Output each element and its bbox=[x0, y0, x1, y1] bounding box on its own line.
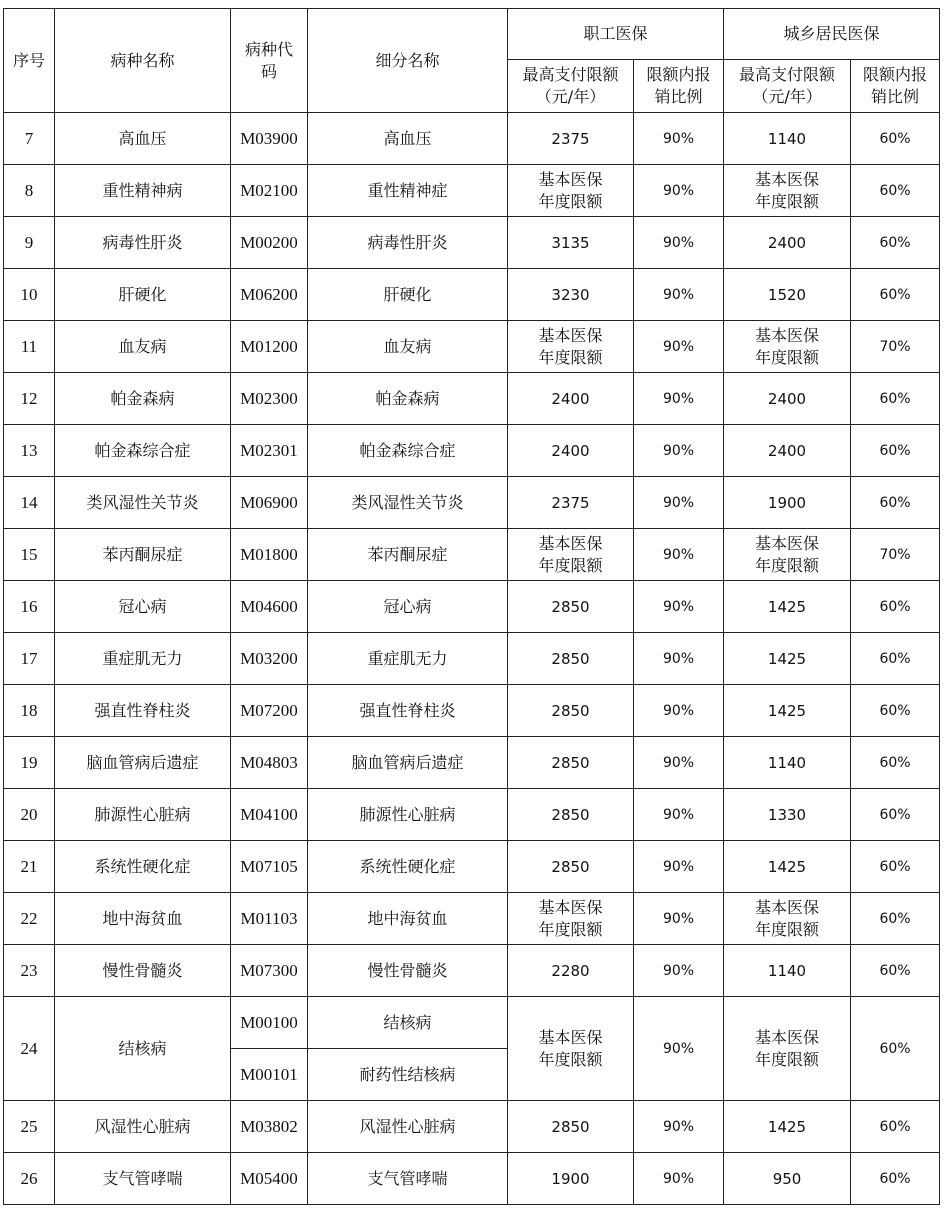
cell-seq: 9 bbox=[4, 217, 55, 269]
cell-sub-name: 风湿性心脏病 bbox=[308, 1101, 508, 1153]
cell-sub-name: 高血压 bbox=[308, 113, 508, 165]
cell-seq: 12 bbox=[4, 373, 55, 425]
table-row bbox=[4, 893, 940, 945]
cell-resident-limit: 2400 bbox=[724, 425, 851, 477]
table-row bbox=[4, 945, 940, 997]
cell-seq: 26 bbox=[4, 1153, 55, 1205]
cell-employee-ratio: 90% bbox=[634, 217, 724, 269]
cell-employee-limit: 基本医保年度限额 bbox=[508, 321, 634, 373]
cell-sub-name: 耐药性结核病 bbox=[308, 1049, 508, 1101]
cell-employee-limit: 2850 bbox=[508, 581, 634, 633]
cell-sub-name: 强直性脊柱炎 bbox=[308, 685, 508, 737]
cell-resident-ratio: 70% bbox=[851, 321, 940, 373]
cell-employee-limit: 3230 bbox=[508, 269, 634, 321]
cell-employee-ratio: 90% bbox=[634, 477, 724, 529]
cell-employee-limit: 2850 bbox=[508, 789, 634, 841]
cell-resident-ratio: 60% bbox=[851, 113, 940, 165]
table-row bbox=[4, 581, 940, 633]
header-resident-ratio: 限额内报销比例 bbox=[851, 60, 940, 113]
cell-disease-name: 帕金森病 bbox=[55, 373, 231, 425]
cell-seq: 20 bbox=[4, 789, 55, 841]
cell-resident-ratio: 60% bbox=[851, 217, 940, 269]
cell-resident-limit: 基本医保年度限额 bbox=[724, 165, 851, 217]
cell-sub-name: 肝硬化 bbox=[308, 269, 508, 321]
cell-resident-limit: 1140 bbox=[724, 113, 851, 165]
cell-disease-name: 冠心病 bbox=[55, 581, 231, 633]
cell-resident-limit: 1140 bbox=[724, 945, 851, 997]
cell-resident-limit: 1425 bbox=[724, 633, 851, 685]
cell-sub-name: 结核病 bbox=[308, 997, 508, 1049]
cell-employee-ratio: 90% bbox=[634, 425, 724, 477]
cell-seq: 25 bbox=[4, 1101, 55, 1153]
header-seq: 序号 bbox=[4, 9, 55, 113]
table-row bbox=[4, 633, 940, 685]
cell-employee-ratio: 90% bbox=[634, 321, 724, 373]
cell-employee-ratio: 90% bbox=[634, 529, 724, 581]
cell-seq: 14 bbox=[4, 477, 55, 529]
cell-sub-name: 肺源性心脏病 bbox=[308, 789, 508, 841]
cell-disease-code: M01200 bbox=[231, 321, 308, 373]
cell-employee-limit: 2400 bbox=[508, 425, 634, 477]
cell-employee-ratio: 90% bbox=[634, 165, 724, 217]
header-employee-insurance: 职工医保 bbox=[508, 9, 724, 60]
cell-disease-name: 肺源性心脏病 bbox=[55, 789, 231, 841]
cell-disease-name: 帕金森综合症 bbox=[55, 425, 231, 477]
table-row bbox=[4, 789, 940, 841]
cell-disease-code: M00200 bbox=[231, 217, 308, 269]
cell-disease-name: 苯丙酮尿症 bbox=[55, 529, 231, 581]
cell-sub-name: 血友病 bbox=[308, 321, 508, 373]
cell-disease-name: 支气管哮喘 bbox=[55, 1153, 231, 1205]
table-row bbox=[4, 373, 940, 425]
cell-resident-limit: 1900 bbox=[724, 477, 851, 529]
table-row bbox=[4, 477, 940, 529]
cell-employee-limit: 2280 bbox=[508, 945, 634, 997]
cell-sub-name: 支气管哮喘 bbox=[308, 1153, 508, 1205]
cell-employee-ratio: 90% bbox=[634, 269, 724, 321]
header-resident-max-limit: 最高支付限额（元/年） bbox=[724, 60, 851, 113]
cell-resident-limit: 2400 bbox=[724, 217, 851, 269]
cell-seq: 13 bbox=[4, 425, 55, 477]
cell-disease-name: 重性精神病 bbox=[55, 165, 231, 217]
cell-resident-limit: 2400 bbox=[724, 373, 851, 425]
cell-resident-limit: 1425 bbox=[724, 841, 851, 893]
cell-disease-name: 重症肌无力 bbox=[55, 633, 231, 685]
cell-sub-name: 类风湿性关节炎 bbox=[308, 477, 508, 529]
cell-employee-ratio: 90% bbox=[634, 373, 724, 425]
cell-sub-name: 苯丙酮尿症 bbox=[308, 529, 508, 581]
cell-resident-limit: 1140 bbox=[724, 737, 851, 789]
cell-resident-limit: 1520 bbox=[724, 269, 851, 321]
table-row bbox=[4, 1153, 940, 1205]
cell-resident-ratio: 60% bbox=[851, 633, 940, 685]
cell-employee-limit: 2375 bbox=[508, 113, 634, 165]
table-row bbox=[4, 113, 940, 165]
header-disease-code: 病种代码 bbox=[231, 9, 308, 113]
cell-employee-limit: 3135 bbox=[508, 217, 634, 269]
cell-disease-code: M03200 bbox=[231, 633, 308, 685]
cell-disease-code: M00101 bbox=[231, 1049, 308, 1101]
cell-employee-ratio: 90% bbox=[634, 1101, 724, 1153]
cell-seq: 11 bbox=[4, 321, 55, 373]
cell-employee-ratio: 90% bbox=[634, 685, 724, 737]
cell-resident-ratio: 60% bbox=[851, 997, 940, 1101]
table-row bbox=[4, 685, 940, 737]
cell-resident-ratio: 60% bbox=[851, 425, 940, 477]
cell-disease-code: M07300 bbox=[231, 945, 308, 997]
cell-employee-limit: 基本医保年度限额 bbox=[508, 529, 634, 581]
cell-employee-limit: 2400 bbox=[508, 373, 634, 425]
cell-employee-ratio: 90% bbox=[634, 633, 724, 685]
cell-seq: 21 bbox=[4, 841, 55, 893]
cell-resident-limit: 基本医保年度限额 bbox=[724, 997, 851, 1101]
cell-seq: 16 bbox=[4, 581, 55, 633]
cell-resident-ratio: 60% bbox=[851, 841, 940, 893]
cell-resident-limit: 1425 bbox=[724, 1101, 851, 1153]
cell-resident-ratio: 60% bbox=[851, 789, 940, 841]
cell-employee-limit: 1900 bbox=[508, 1153, 634, 1205]
table-header bbox=[4, 9, 940, 113]
cell-disease-name: 系统性硬化症 bbox=[55, 841, 231, 893]
cell-employee-limit: 2850 bbox=[508, 685, 634, 737]
cell-sub-name: 脑血管病后遗症 bbox=[308, 737, 508, 789]
cell-disease-name: 强直性脊柱炎 bbox=[55, 685, 231, 737]
cell-disease-code: M02301 bbox=[231, 425, 308, 477]
table-row bbox=[4, 997, 940, 1049]
cell-employee-limit: 2850 bbox=[508, 1101, 634, 1153]
cell-disease-name: 地中海贫血 bbox=[55, 893, 231, 945]
cell-disease-name: 慢性骨髓炎 bbox=[55, 945, 231, 997]
header-employee-ratio: 限额内报销比例 bbox=[634, 60, 724, 113]
cell-employee-ratio: 90% bbox=[634, 945, 724, 997]
cell-employee-ratio: 90% bbox=[634, 113, 724, 165]
cell-resident-limit: 基本医保年度限额 bbox=[724, 529, 851, 581]
cell-disease-name: 肝硬化 bbox=[55, 269, 231, 321]
insurance-disease-table bbox=[3, 8, 940, 1205]
cell-seq: 18 bbox=[4, 685, 55, 737]
cell-seq: 7 bbox=[4, 113, 55, 165]
cell-employee-ratio: 90% bbox=[634, 789, 724, 841]
cell-disease-code: M06200 bbox=[231, 269, 308, 321]
table-row bbox=[4, 217, 940, 269]
cell-seq: 24 bbox=[4, 997, 55, 1101]
cell-resident-ratio: 60% bbox=[851, 685, 940, 737]
cell-sub-name: 病毒性肝炎 bbox=[308, 217, 508, 269]
table-row bbox=[4, 321, 940, 373]
cell-disease-code: M04600 bbox=[231, 581, 308, 633]
cell-resident-limit: 1425 bbox=[724, 685, 851, 737]
table-row bbox=[4, 269, 940, 321]
header-disease-name: 病种名称 bbox=[55, 9, 231, 113]
cell-disease-code: M07200 bbox=[231, 685, 308, 737]
cell-seq: 8 bbox=[4, 165, 55, 217]
cell-employee-limit: 2375 bbox=[508, 477, 634, 529]
cell-disease-code: M01800 bbox=[231, 529, 308, 581]
cell-disease-code: M02300 bbox=[231, 373, 308, 425]
table-row bbox=[4, 1101, 940, 1153]
header-sub-name: 细分名称 bbox=[308, 9, 508, 113]
cell-employee-limit: 2850 bbox=[508, 737, 634, 789]
cell-seq: 22 bbox=[4, 893, 55, 945]
cell-disease-code: M05400 bbox=[231, 1153, 308, 1205]
cell-resident-limit: 基本医保年度限额 bbox=[724, 321, 851, 373]
cell-sub-name: 帕金森综合症 bbox=[308, 425, 508, 477]
cell-employee-limit: 基本医保年度限额 bbox=[508, 165, 634, 217]
cell-resident-ratio: 70% bbox=[851, 529, 940, 581]
cell-employee-ratio: 90% bbox=[634, 841, 724, 893]
table-body-tb bbox=[4, 997, 940, 1101]
cell-resident-ratio: 60% bbox=[851, 581, 940, 633]
cell-seq: 10 bbox=[4, 269, 55, 321]
cell-disease-name: 类风湿性关节炎 bbox=[55, 477, 231, 529]
cell-disease-code: M01103 bbox=[231, 893, 308, 945]
table-row bbox=[4, 165, 940, 217]
header-resident-insurance: 城乡居民医保 bbox=[724, 9, 940, 60]
cell-resident-ratio: 60% bbox=[851, 1153, 940, 1205]
table-body bbox=[4, 113, 940, 997]
cell-sub-name: 地中海贫血 bbox=[308, 893, 508, 945]
cell-resident-ratio: 60% bbox=[851, 893, 940, 945]
cell-employee-ratio: 90% bbox=[634, 997, 724, 1101]
cell-disease-code: M03900 bbox=[231, 113, 308, 165]
cell-employee-limit: 2850 bbox=[508, 841, 634, 893]
cell-resident-ratio: 60% bbox=[851, 373, 940, 425]
cell-disease-code: M04803 bbox=[231, 737, 308, 789]
cell-disease-code: M03802 bbox=[231, 1101, 308, 1153]
cell-disease-name: 结核病 bbox=[55, 997, 231, 1101]
cell-resident-limit: 950 bbox=[724, 1153, 851, 1205]
cell-disease-name: 脑血管病后遗症 bbox=[55, 737, 231, 789]
cell-disease-name: 病毒性肝炎 bbox=[55, 217, 231, 269]
cell-employee-ratio: 90% bbox=[634, 581, 724, 633]
cell-disease-name: 高血压 bbox=[55, 113, 231, 165]
cell-disease-code: M02100 bbox=[231, 165, 308, 217]
cell-employee-limit: 基本医保年度限额 bbox=[508, 997, 634, 1101]
cell-seq: 19 bbox=[4, 737, 55, 789]
cell-resident-ratio: 60% bbox=[851, 477, 940, 529]
cell-sub-name: 帕金森病 bbox=[308, 373, 508, 425]
cell-resident-ratio: 60% bbox=[851, 945, 940, 997]
table-row bbox=[4, 529, 940, 581]
table-row bbox=[4, 425, 940, 477]
cell-resident-limit: 1425 bbox=[724, 581, 851, 633]
cell-sub-name: 重症肌无力 bbox=[308, 633, 508, 685]
cell-sub-name: 冠心病 bbox=[308, 581, 508, 633]
header-employee-max-limit: 最高支付限额（元/年） bbox=[508, 60, 634, 113]
cell-sub-name: 重性精神症 bbox=[308, 165, 508, 217]
cell-employee-limit: 2850 bbox=[508, 633, 634, 685]
cell-employee-ratio: 90% bbox=[634, 893, 724, 945]
table-row bbox=[4, 737, 940, 789]
cell-resident-limit: 1330 bbox=[724, 789, 851, 841]
cell-seq: 23 bbox=[4, 945, 55, 997]
cell-disease-code: M07105 bbox=[231, 841, 308, 893]
cell-seq: 17 bbox=[4, 633, 55, 685]
cell-resident-ratio: 60% bbox=[851, 1101, 940, 1153]
cell-employee-ratio: 90% bbox=[634, 737, 724, 789]
cell-employee-limit: 基本医保年度限额 bbox=[508, 893, 634, 945]
cell-sub-name: 慢性骨髓炎 bbox=[308, 945, 508, 997]
cell-resident-ratio: 60% bbox=[851, 269, 940, 321]
cell-resident-ratio: 60% bbox=[851, 737, 940, 789]
cell-seq: 15 bbox=[4, 529, 55, 581]
cell-sub-name: 系统性硬化症 bbox=[308, 841, 508, 893]
table-row bbox=[4, 841, 940, 893]
cell-disease-code: M06900 bbox=[231, 477, 308, 529]
cell-resident-limit: 基本医保年度限额 bbox=[724, 893, 851, 945]
cell-resident-ratio: 60% bbox=[851, 165, 940, 217]
cell-employee-ratio: 90% bbox=[634, 1153, 724, 1205]
cell-disease-code: M04100 bbox=[231, 789, 308, 841]
table-body-tail bbox=[4, 1101, 940, 1205]
cell-disease-name: 风湿性心脏病 bbox=[55, 1101, 231, 1153]
cell-disease-code: M00100 bbox=[231, 997, 308, 1049]
cell-disease-name: 血友病 bbox=[55, 321, 231, 373]
